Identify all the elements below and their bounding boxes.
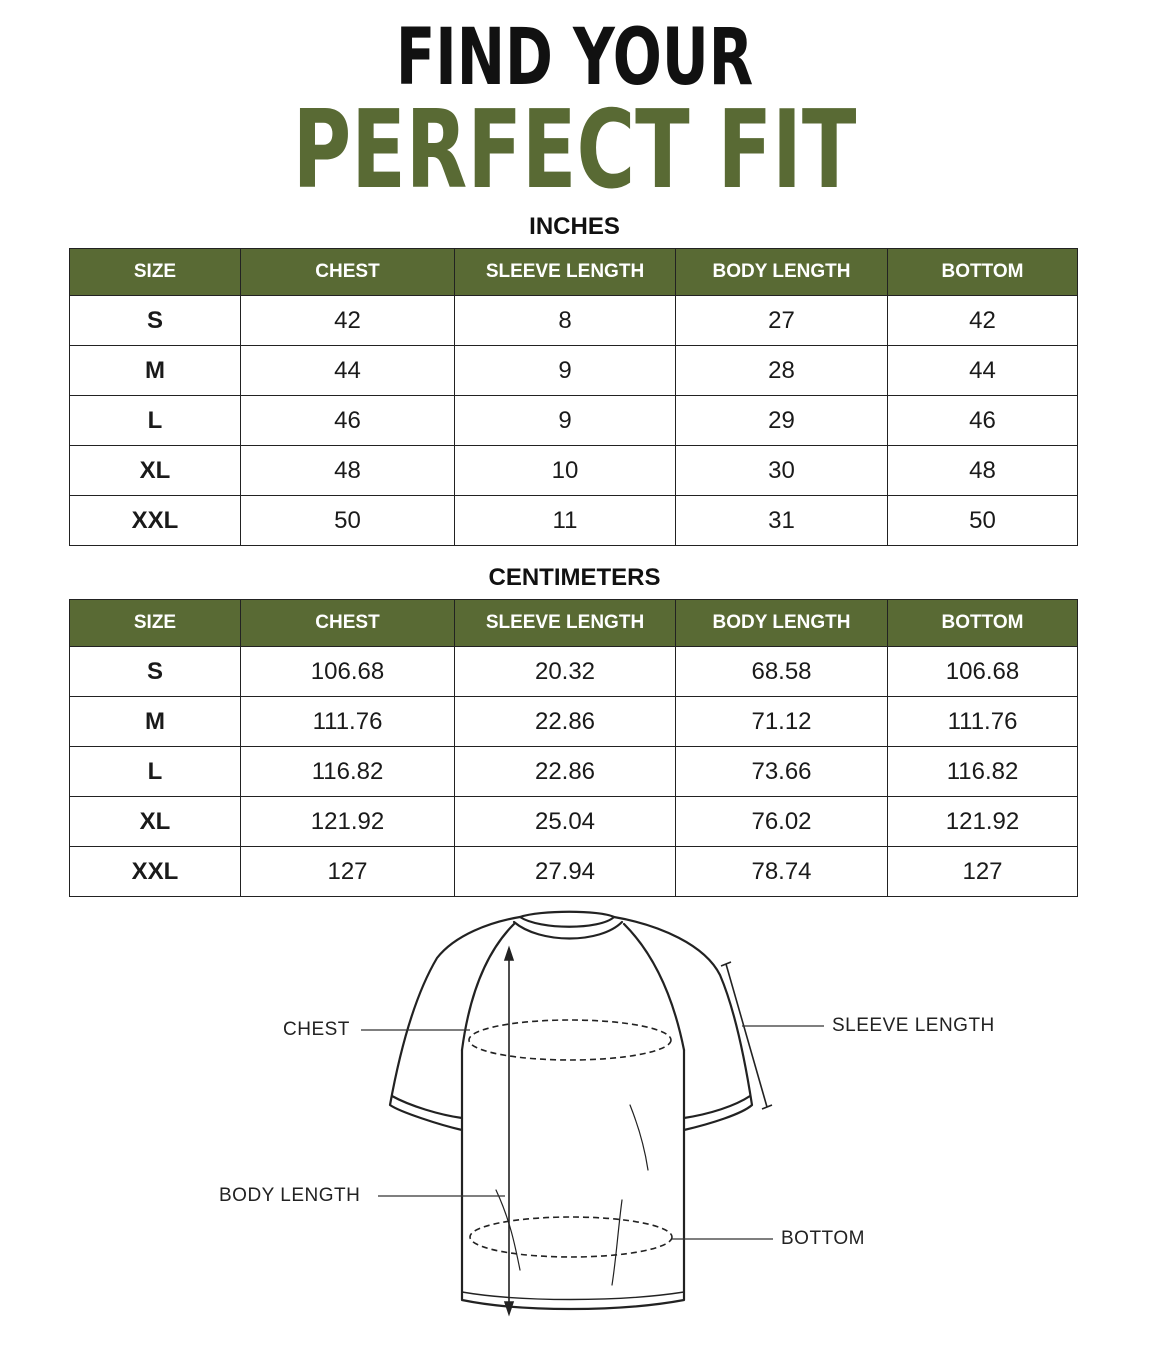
table-row xyxy=(70,697,1078,747)
table-row xyxy=(70,396,1078,446)
measurement-cell: 78.74 xyxy=(676,847,888,897)
measurement-cell: 50 xyxy=(241,496,455,546)
column-header-body-length: BODY LENGTH xyxy=(676,600,888,647)
table-header-row xyxy=(70,600,1078,647)
measurement-cell: 28 xyxy=(676,346,888,396)
size-cell: S xyxy=(70,296,241,346)
size-cell: XXL xyxy=(70,496,241,546)
column-header-sleeve-length: SLEEVE LENGTH xyxy=(455,600,676,647)
measurement-cell: 106.68 xyxy=(241,647,455,697)
measurement-cell: 22.86 xyxy=(455,697,676,747)
centimeters-size-table xyxy=(69,599,1078,897)
size-cell: M xyxy=(70,697,241,747)
measurement-cell: 9 xyxy=(455,346,676,396)
measurement-cell: 50 xyxy=(888,496,1078,546)
column-header-sleeve-length: SLEEVE LENGTH xyxy=(455,249,676,296)
measurement-cell: 127 xyxy=(888,847,1078,897)
bottom-label: BOTTOM xyxy=(781,1228,865,1249)
measurement-cell: 29 xyxy=(676,396,888,446)
table-header-row xyxy=(70,249,1078,296)
size-cell: M xyxy=(70,346,241,396)
measurement-cell: 111.76 xyxy=(888,697,1078,747)
measurement-cell: 116.82 xyxy=(241,747,455,797)
column-header-size: SIZE xyxy=(70,600,241,647)
table-row xyxy=(70,847,1078,897)
measurement-cell: 46 xyxy=(241,396,455,446)
measurement-cell: 111.76 xyxy=(241,697,455,747)
measurement-cell: 31 xyxy=(676,496,888,546)
inches-size-table xyxy=(69,248,1078,546)
measurement-cell: 9 xyxy=(455,396,676,446)
size-cell: S xyxy=(70,647,241,697)
centimeters-section-title: CENTIMETERS xyxy=(488,564,661,591)
body-length-label: BODY LENGTH xyxy=(219,1185,361,1206)
measurement-cell: 30 xyxy=(676,446,888,496)
measurement-cell: 127 xyxy=(241,847,455,897)
tshirt-diagram xyxy=(0,900,1149,1360)
measurement-cell: 71.12 xyxy=(676,697,888,747)
size-cell: XL xyxy=(70,797,241,847)
measurement-cell: 48 xyxy=(888,446,1078,496)
column-header-bottom: BOTTOM xyxy=(888,600,1078,647)
size-cell: XXL xyxy=(70,847,241,897)
measurement-cell: 42 xyxy=(888,296,1078,346)
measurement-cell: 106.68 xyxy=(888,647,1078,697)
table-row xyxy=(70,346,1078,396)
measurement-cell: 48 xyxy=(241,446,455,496)
measurement-cell: 11 xyxy=(455,496,676,546)
measurement-cell: 25.04 xyxy=(455,797,676,847)
measurement-cell: 46 xyxy=(888,396,1078,446)
table-row xyxy=(70,496,1078,546)
measurement-cell: 10 xyxy=(455,446,676,496)
measurement-cell: 121.92 xyxy=(241,797,455,847)
column-header-chest: CHEST xyxy=(241,249,455,296)
column-header-body-length: BODY LENGTH xyxy=(676,249,888,296)
column-header-size: SIZE xyxy=(70,249,241,296)
column-header-bottom: BOTTOM xyxy=(888,249,1078,296)
measurement-cell: 44 xyxy=(888,346,1078,396)
column-header-chest: CHEST xyxy=(241,600,455,647)
table-row xyxy=(70,296,1078,346)
measurement-cell: 27.94 xyxy=(455,847,676,897)
measurement-cell: 20.32 xyxy=(455,647,676,697)
measurement-cell: 121.92 xyxy=(888,797,1078,847)
sleeve-length-label: SLEEVE LENGTH xyxy=(832,1015,995,1036)
measurement-cell: 116.82 xyxy=(888,747,1078,797)
measurement-cell: 8 xyxy=(455,296,676,346)
size-cell: L xyxy=(70,747,241,797)
table-row xyxy=(70,647,1078,697)
measurement-cell: 76.02 xyxy=(676,797,888,847)
measurement-cell: 27 xyxy=(676,296,888,346)
measurement-cell: 42 xyxy=(241,296,455,346)
inches-section-title: INCHES xyxy=(529,213,620,240)
measurement-cell: 22.86 xyxy=(455,747,676,797)
size-cell: L xyxy=(70,396,241,446)
title-perfect-fit: PERFECT FIT xyxy=(292,88,857,213)
table-row xyxy=(70,797,1078,847)
title-find-your: FIND YOUR xyxy=(395,13,754,103)
measurement-cell: 73.66 xyxy=(676,747,888,797)
measurement-cell: 68.58 xyxy=(676,647,888,697)
table-row xyxy=(70,747,1078,797)
table-row xyxy=(70,446,1078,496)
size-cell: XL xyxy=(70,446,241,496)
measurement-cell: 44 xyxy=(241,346,455,396)
chest-label: CHEST xyxy=(283,1019,350,1040)
